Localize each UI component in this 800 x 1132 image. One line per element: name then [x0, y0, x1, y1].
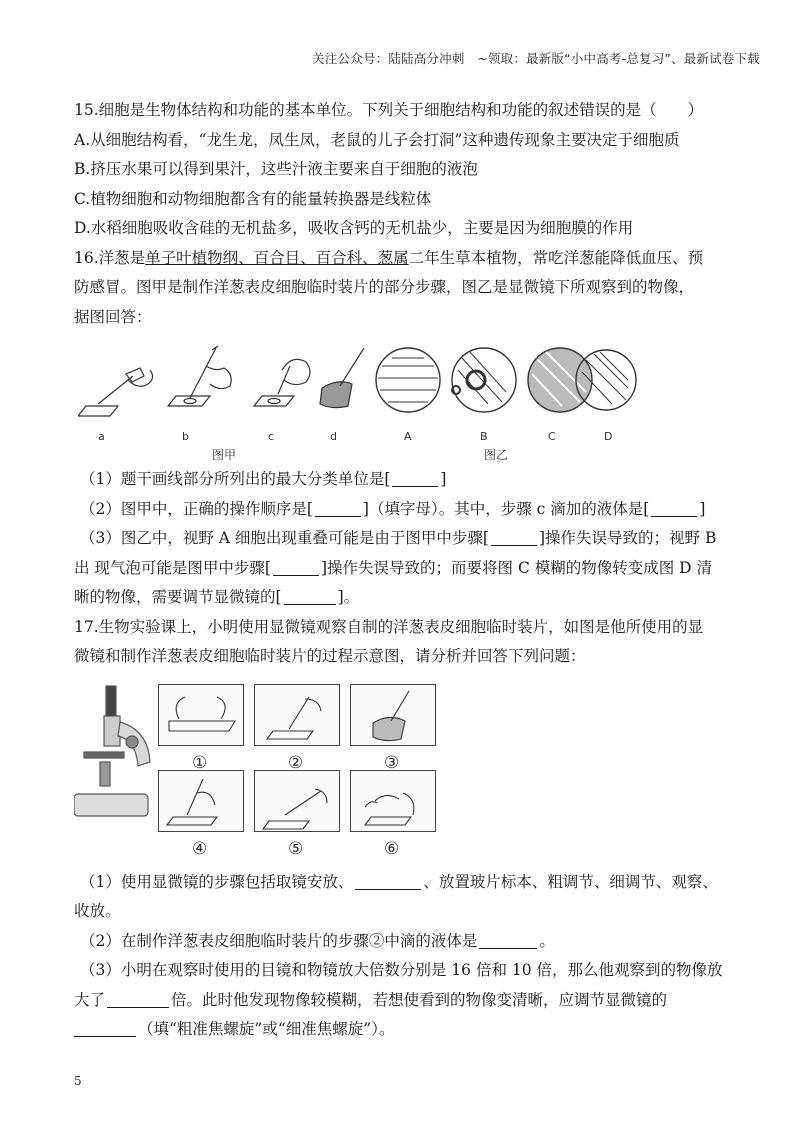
q16-part1 — [74, 465, 734, 495]
step-2-panel — [254, 684, 340, 746]
step-label-1: ① — [192, 752, 208, 773]
q15-option-c: C.植物细胞和动物细胞都含有的能量转换器是线粒体 — [74, 189, 432, 208]
q16-part1-end: ] — [440, 470, 447, 488]
q17-part3-text-c: 倍。此时他发现物像较模糊，若想使看到的物像变清晰，应调节显微镜的 — [171, 990, 668, 1009]
q16-stem-underlined: 单子叶植物纲、百合目、百合科、葱属 — [145, 248, 409, 267]
q17-part3-text-b: 大了 — [74, 990, 106, 1009]
q16-part2-text-a: （2）图甲中，正确的操作顺序是[ — [80, 499, 313, 518]
step-label-3: ③ — [384, 752, 400, 773]
q16-part2 — [74, 495, 734, 525]
q17-part1-line2: 收放。 — [74, 902, 121, 920]
q15-option-a: A.从细胞结构看，“龙生龙，凤生凤，老鼠的儿子会打洞”这种遗传现象主要决定于细胞质 — [74, 130, 680, 149]
q17-blank-3[interactable] — [107, 990, 169, 1008]
q17-part2 — [74, 927, 734, 957]
q16-figure — [78, 344, 638, 462]
q16-stem-line2: 防感冒。图甲是制作洋葱表皮细胞临时装片的部分步骤，图乙是显微镜下所观察到的物像， — [74, 278, 695, 296]
step-label-4: ④ — [192, 838, 208, 859]
step-label-6: ⑥ — [384, 838, 400, 859]
page-content — [74, 96, 734, 1045]
step-5-panel — [254, 770, 340, 832]
q16-stem-line1 — [74, 244, 734, 274]
fig-jia-caption: 图甲 — [212, 448, 237, 462]
q17-figure — [74, 682, 674, 862]
microscope-illustration — [74, 682, 154, 832]
q17-blank-1[interactable] — [355, 872, 421, 890]
fig-yi-caption: 图乙 — [484, 448, 509, 462]
q16-part3-line2 — [74, 554, 734, 584]
q16-part2-text-c: ] — [699, 499, 706, 518]
fig-yi-label-d: D — [604, 430, 613, 443]
step-1-panel — [158, 684, 244, 746]
q16-part3-text-e: 晰的物像，需要调节显微镜的[ — [74, 588, 282, 606]
page-number: 5 — [74, 1074, 82, 1088]
q16-blank-2[interactable] — [315, 499, 361, 517]
q16-blank-6[interactable] — [284, 587, 336, 605]
step-label-2: ② — [288, 752, 304, 773]
q16-blank-1[interactable] — [392, 469, 438, 487]
q17-blank-2[interactable] — [479, 931, 537, 949]
q17-stem-line1: 17.生物实验课上，小明使用显微镜观察自制的洋葱表皮细胞临时装片，如图是他所使用的显 — [74, 617, 704, 636]
q16-part3-line1 — [74, 524, 734, 554]
step-label-5: ⑤ — [288, 838, 304, 859]
fig-jia-label-a: a — [98, 430, 105, 443]
header-note: 关注公众号：陆陆高分冲刺 ~领取：最新版“小中高考-总复习”、最新试卷下载 — [312, 51, 760, 66]
q16-blank-5[interactable] — [273, 558, 319, 576]
q16-part3-line3 — [74, 583, 734, 613]
fig-yi-label-c: C — [548, 430, 556, 443]
fig-jia-label-d: d — [330, 430, 337, 443]
q16-part1-text: （1）题干画线部分所列出的最大分类单位是[ — [80, 470, 391, 488]
q16-stem-prefix: 16.洋葱是 — [74, 248, 146, 267]
q16-part3-text-d: ]操作失误导致的；而要将图 C 模糊的物像转变成图 D 清 — [320, 558, 713, 577]
step-3-panel — [350, 684, 436, 746]
fig-jia-label-b: b — [182, 430, 189, 443]
q17-part1-text-a: （1）使用显微镜的步骤包括取镜安放、 — [80, 872, 354, 891]
q17-part2-text-b: 。 — [539, 931, 555, 950]
q15-option-d: D.水稻细胞吸收含硅的无机盐多，吸收含钙的无机盐少，主要是因为细胞膜的作用 — [74, 219, 634, 237]
fig-yi-label-a: A — [404, 430, 412, 443]
q17-part3-line1: （3）小明在观察时使用的目镜和物镜放大倍数分别是 16 倍和 10 倍，那么他观察到的物像放 — [80, 961, 723, 979]
q16-part3-text-b: ]操作失误导致的；视野 B — [538, 529, 717, 547]
q16-part3-text-a: （3）图乙中，视野 A 细胞出现重叠可能是由于图甲中步骤[ — [80, 529, 489, 547]
q17-part3-line3 — [74, 1015, 734, 1045]
q15-option-b: B.挤压水果可以得到果汁，这些汁液主要来自于细胞的液泡 — [74, 160, 478, 178]
q15-stem: 15.细胞是生物体结构和功能的基本单位。下列关于细胞结构和功能的叙述错误的是（ ） — [74, 101, 704, 119]
q17-part1-text-b: 、放置玻片标本、粗调节、细调节、观察、 — [423, 872, 718, 891]
q17-part2-text-a: （2）在制作洋葱表皮细胞临时装片的步骤②中滴的液体是 — [80, 931, 478, 950]
q16-part2-text-b: ]（填字母）。其中，步骤 c 滴加的液体是[ — [362, 499, 650, 518]
step-6-panel — [350, 770, 436, 832]
q16-stem-suffix: 二年生草本植物，常吃洋葱能降低血压、预 — [408, 248, 704, 267]
q16-blank-4[interactable] — [491, 528, 537, 546]
q16-part3-text-f: ]。 — [337, 588, 360, 606]
step-4-panel — [158, 770, 244, 832]
q16-blank-3[interactable] — [651, 499, 697, 517]
q17-stem-line2: 微镜和制作洋葱表皮细胞临时装片的过程示意图，请分析并回答下列问题： — [74, 647, 586, 665]
fig-yi-label-b: B — [480, 430, 488, 443]
q17-part3-line2 — [74, 986, 734, 1016]
q16-stem-line3: 据图回答： — [74, 307, 152, 326]
fig-jia-label-c: c — [268, 430, 275, 443]
q17-part3-text-d: （填“粗准焦螺旋”或“细准焦螺旋”）。 — [138, 1020, 395, 1038]
q17-blank-4[interactable] — [74, 1019, 136, 1037]
q17-part1-line1 — [74, 868, 734, 898]
q16-part3-text-c: 出 现气泡可能是图甲中步骤[ — [74, 558, 271, 577]
